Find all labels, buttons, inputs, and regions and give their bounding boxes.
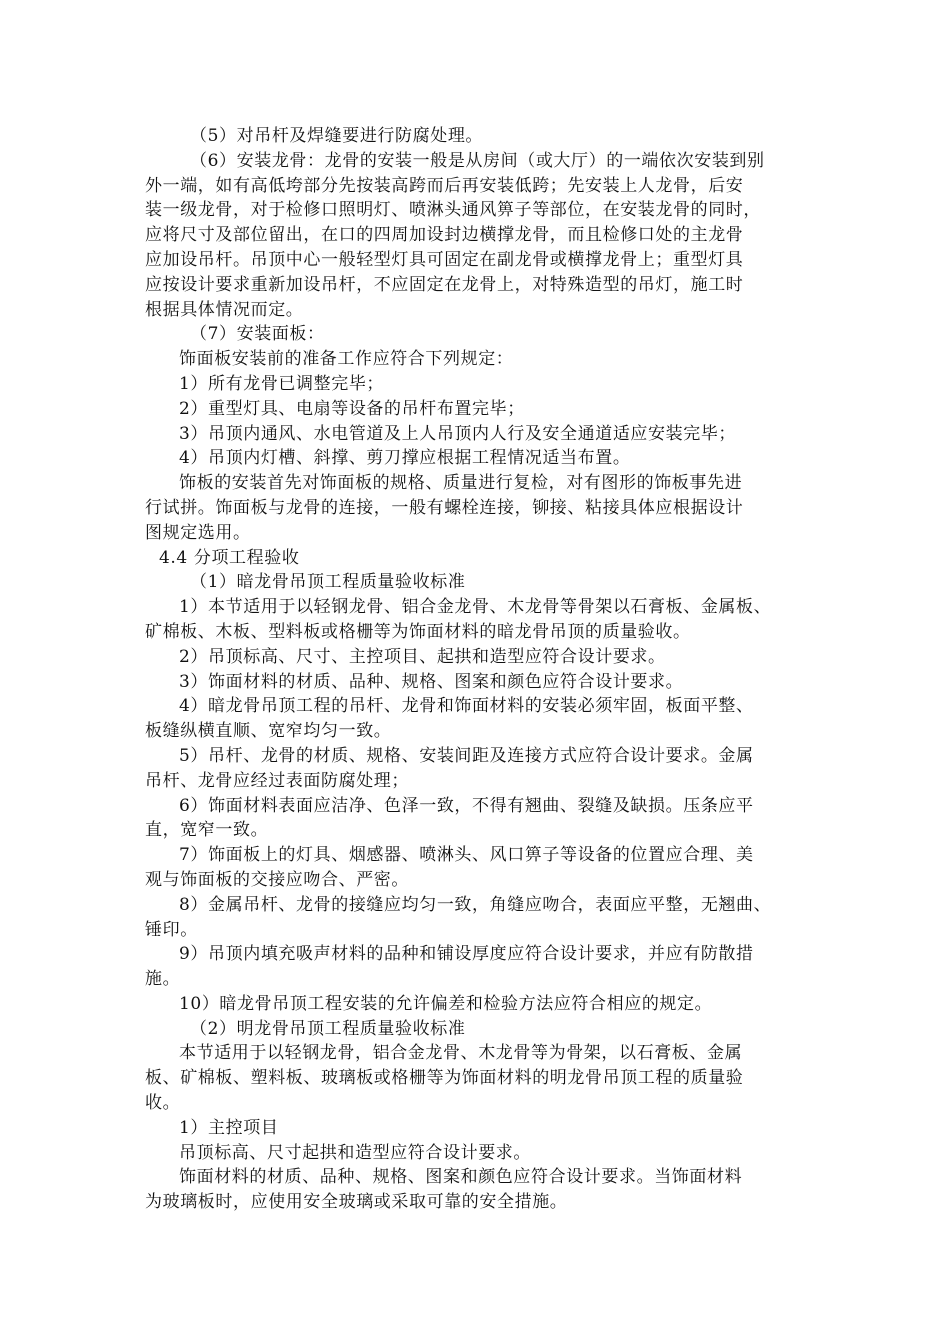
text-line: 饰板的安装首先对饰面板的规格、质量进行复检，对有图形的饰板事先进 <box>179 473 743 494</box>
text-line: 5）吊杆、龙骨的材质、规格、安装间距及连接方式应符合设计要求。金属 <box>179 745 754 766</box>
text-line: 饰面板安装前的准备工作应符合下列规定： <box>179 349 514 370</box>
document-page <box>145 124 810 1215</box>
text-line: （7）安装面板： <box>190 324 325 345</box>
text-line: 装一级龙骨，对于检修口照明灯、喷淋头通风箅子等部位，在安装龙骨的同时， <box>145 200 761 221</box>
text-line: 图规定选用。 <box>145 522 251 543</box>
text-line: （6）安装龙骨：龙骨的安装一般是从房间（或大厅）的一端依次安装到别 <box>190 150 765 171</box>
text-line: 饰面材料的材质、品种、规格、图案和颜色应符合设计要求。当饰面材料 <box>179 1167 743 1188</box>
text-line: 8）金属吊杆、龙骨的接缝应均匀一致，角缝应吻合，表面应平整，无翘曲、 <box>179 894 772 915</box>
text-line: 吊顶标高、尺寸起拱和造型应符合设计要求。 <box>179 1142 531 1163</box>
text-line: 4）吊顶内灯槽、斜撑、剪刀撑应根据工程情况适当布置。 <box>179 448 631 469</box>
text-line: 直，宽窄一致。 <box>145 820 269 841</box>
text-line: 4.4 分项工程验收 <box>159 547 300 568</box>
text-line: 1）主控项目 <box>179 1117 279 1138</box>
text-line: 观与饰面板的交接应吻合、严密。 <box>145 869 409 890</box>
text-line: 应将尺寸及部位留出，在口的四周加设封边横撑龙骨，而且检修口处的主龙骨 <box>145 225 744 246</box>
text-line: 为玻璃板时，应使用安全玻璃或采取可靠的安全措施。 <box>145 1192 568 1213</box>
text-line: 收。 <box>145 1093 181 1114</box>
text-line: 7）饰面板上的灯具、烟感器、喷淋头、风口箅子等设备的位置应合理、美 <box>179 845 754 866</box>
text-line: 4）暗龙骨吊顶工程的吊杆、龙骨和饰面材料的安装必须牢固，板面平整、 <box>179 696 754 717</box>
text-line: （5）对吊杆及焊缝要进行防腐处理。 <box>190 126 484 146</box>
text-line: 应按设计要求重新加设吊杆，不应固定在龙骨上，对特殊造型的吊灯，施工时 <box>145 274 744 295</box>
text-line: 1）本节适用于以轻钢龙骨、铝合金龙骨、木龙骨等骨架以石膏板、金属板、 <box>179 597 772 618</box>
text-line: 3）饰面材料的材质、品种、规格、图案和颜色应符合设计要求。 <box>179 671 684 692</box>
text-line: 板、矿棉板、塑料板、玻璃板或格栅等为饰面材料的明龙骨吊顶工程的质量验 <box>145 1068 744 1089</box>
text-line: 本节适用于以轻钢龙骨，铝合金龙骨、木龙骨等为骨架，以石膏板、金属 <box>179 1043 743 1064</box>
text-line: 外一端，如有高低垮部分先按装高跨而后再安装低跨；先安装上人龙骨，后安 <box>145 175 744 196</box>
text-line: 施。 <box>145 969 181 990</box>
text-line: （2）明龙骨吊顶工程质量验收标准 <box>190 1018 466 1039</box>
text-line: 根据具体情况而定。 <box>145 299 304 320</box>
text-line: 2）重型灯具、电扇等设备的吊杆布置完毕； <box>179 398 525 419</box>
text-line: 吊杆、龙骨应经过表面防腐处理； <box>145 770 409 791</box>
text-line: 锤印。 <box>145 919 198 940</box>
text-line: 矿棉板、木板、型料板或格栅等为饰面材料的暗龙骨吊顶的质量验收。 <box>145 621 691 642</box>
text-line: 行试拼。饰面板与龙骨的连接，一般有螺栓连接，铆接、粘接具体应根据设计 <box>145 497 744 518</box>
text-line: 10）暗龙骨吊顶工程安装的允许偏差和检验方法应符合相应的规定。 <box>179 993 713 1014</box>
text-line: 2）吊顶标高、尺寸、主控项目、起拱和造型应符合设计要求。 <box>179 646 666 667</box>
text-line: （1）暗龙骨吊顶工程质量验收标准 <box>190 572 466 593</box>
text-line: 1）所有龙骨已调整完毕； <box>179 373 385 394</box>
text-line: 板缝纵横直顺、宽窄均匀一致。 <box>145 721 392 742</box>
text-line: 6）饰面材料表面应洁净、色泽一致，不得有翘曲、裂缝及缺损。压条应平 <box>179 795 754 816</box>
text-line: 3）吊顶内通风、水电管道及上人吊顶内人行及安全通道适应安装完毕； <box>179 423 737 444</box>
text-line: 9）吊顶内填充吸声材料的品种和铺设厚度应符合设计要求，并应有防散措 <box>179 944 754 965</box>
text-line: 应加设吊杆。吊顶中心一般轻型灯具可固定在副龙骨或横撑龙骨上；重型灯具 <box>145 249 744 270</box>
